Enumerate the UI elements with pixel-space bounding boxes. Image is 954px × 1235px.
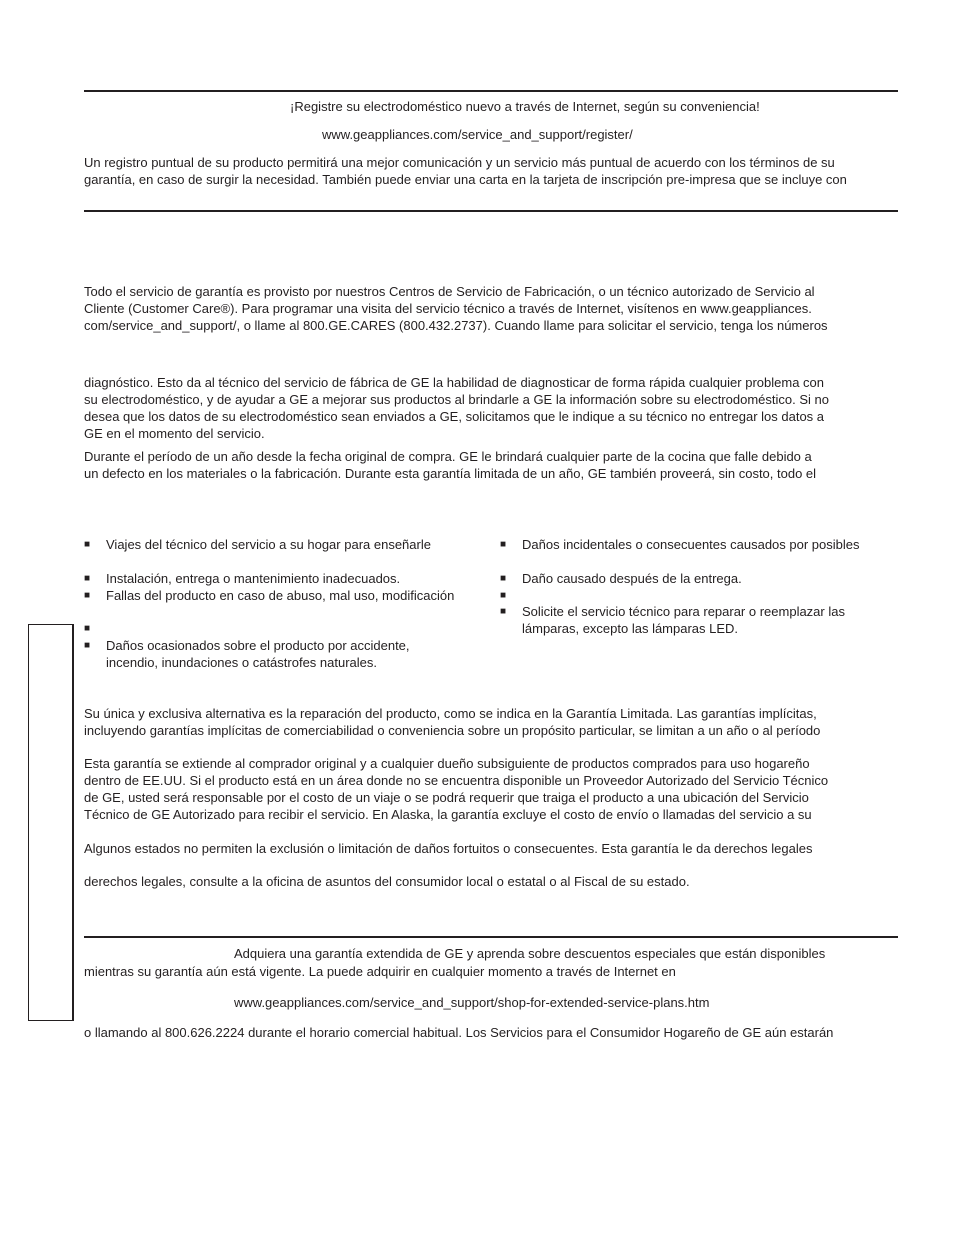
service-line: Todo el servicio de garantía es provisto por nuestros Centros de Servicio de Fabricación, o un técnico autorizado de Servicio al — [84, 284, 815, 299]
legal-paragraph-3-line-2: derechos legales, consulte a la oficina de asuntos del consumidor local o estatal o al Fiscal de su estado. — [84, 874, 690, 889]
legal-line: dentro de EE.UU. Si el producto está en un área donde no se encuentra disponible un Proveedor Autorizado del Servicio Técnico — [84, 773, 829, 788]
bullet-square-icon: ■ — [84, 539, 91, 550]
extended-url[interactable]: www.geappliances.com/service_and_support/shop-for-extended-service-plans.htm — [234, 995, 710, 1010]
bullet-square-icon: ■ — [84, 623, 91, 634]
service-paragraph-1 — [84, 283, 898, 334]
extended-line-3: o llamando al 800.626.2224 durante el horario comercial habitual. Los Servicios para el Consumidor Hogareño de GE aún estarán — [84, 1025, 834, 1040]
bullet-square-icon: ■ — [500, 590, 507, 601]
exclusion-text: incendio, inundaciones o catástrofes naturales. — [106, 655, 378, 670]
service-line: Durante el período de un año desde la fecha original de compra. GE le brindará cualquier parte de la cocina que falle debido a — [84, 449, 812, 464]
legal-paragraph-2 — [84, 755, 898, 823]
side-tab-box — [28, 624, 74, 1021]
exclusion-text: Solicite el servicio técnico para reparar o reemplazar las — [522, 604, 845, 619]
register-body — [84, 154, 898, 188]
service-line: diagnóstico. Esto da al técnico del servicio de fábrica de GE la habilidad de diagnosticar de forma rápida cualquier problema con — [84, 375, 824, 390]
service-line: un defecto en los materiales o la fabricación. Durante esta garantía limitada de un año, GE también proveerá, sin costo, todo el — [84, 466, 817, 481]
service-line: Cliente (Customer Care®). Para programar una visita del servicio técnico a través de Internet, visítenos en www.geappliances. — [84, 301, 812, 316]
legal-line: Técnico de GE Autorizado para recibir el servicio. En Alaska, la garantía excluye el costo de envío o llamadas del servicio a su — [84, 807, 812, 822]
extended-line-2: mientras su garantía aún está vigente. La puede adquirir en cualquier momento a través de Internet en — [84, 964, 676, 979]
register-body-line: garantía, en caso de surgir la necesidad. También puede enviar una carta en la tarjeta de inscripción pre-impresa que se incluye con — [84, 172, 847, 187]
register-url[interactable]: www.geappliances.com/service_and_support/register/ — [322, 127, 633, 142]
bullet-square-icon: ■ — [84, 590, 91, 601]
extended-line-1: Adquiera una garantía extendida de GE y aprenda sobre descuentos especiales que están disponibles — [234, 946, 826, 961]
service-paragraph-2 — [84, 374, 898, 442]
exclusion-text: Daños ocasionados sobre el producto por accidente, — [106, 638, 410, 653]
exclusion-text: Daño causado después de la entrega. — [522, 571, 742, 586]
legal-line: Esta garantía se extiende al comprador original y a cualquier dueño subsiguiente de productos comprados para uso hogareño — [84, 756, 810, 771]
register-divider — [84, 210, 898, 212]
bullet-square-icon: ■ — [84, 573, 91, 584]
legal-line: de GE, usted será responsable por el costo de un viaje o se podrá requerir que traiga el producto a una ubicación del Servicio — [84, 790, 809, 805]
extended-divider — [84, 936, 898, 938]
legal-line: Su única y exclusiva alternativa es la reparación del producto, como se indica en la Garantía Limitada. Las garantías implícitas, — [84, 706, 817, 721]
exclusion-text: lámparas, excepto las lámparas LED. — [522, 621, 739, 636]
exclusion-text: Viajes del técnico del servicio a su hogar para enseñarle — [106, 537, 431, 552]
service-line: com/service_and_support/, o llame al 800.GE.CARES (800.432.2737). Cuando llame para solicitar el servicio, tenga los números — [84, 318, 828, 333]
service-line: su electrodoméstico, y de ayudar a GE a mejorar sus productos al brindarle a GE la información sobre su electrodoméstico. Si no — [84, 392, 829, 407]
exclusion-text: Fallas del producto en caso de abuso, mal uso, modificación — [106, 588, 455, 603]
bullet-square-icon: ■ — [500, 606, 507, 617]
legal-line: incluyendo garantías implícitas de comerciabilidad o conveniencia sobre un propósito particular, se limitan a un año o al período — [84, 723, 821, 738]
exclusion-text: Daños incidentales o consecuentes causados por posibles — [522, 537, 860, 552]
exclusion-text: Instalación, entrega o mantenimiento inadecuados. — [106, 571, 401, 586]
service-line: desea que los datos de su electrodoméstico sean enviados a GE, solicitamos que le indique a su técnico no entregar los datos a — [84, 409, 825, 424]
bullet-square-icon: ■ — [84, 640, 91, 651]
service-line: GE en el momento del servicio. — [84, 426, 265, 441]
legal-paragraph-1 — [84, 705, 898, 739]
service-paragraph-3 — [84, 448, 898, 482]
bullet-square-icon: ■ — [500, 539, 507, 550]
bullet-square-icon: ■ — [500, 573, 507, 584]
register-body-line: Un registro puntual de su producto permitirá una mejor comunicación y un servicio más puntual de acuerdo con los términos de su — [84, 155, 835, 170]
top-divider — [84, 90, 898, 92]
register-headline: ¡Registre su electrodoméstico nuevo a través de Internet, según su conveniencia! — [290, 99, 760, 114]
legal-paragraph-3-line-1: Algunos estados no permiten la exclusión o limitación de daños fortuitos o consecuentes. Esta garantía le da derechos legales — [84, 841, 813, 856]
